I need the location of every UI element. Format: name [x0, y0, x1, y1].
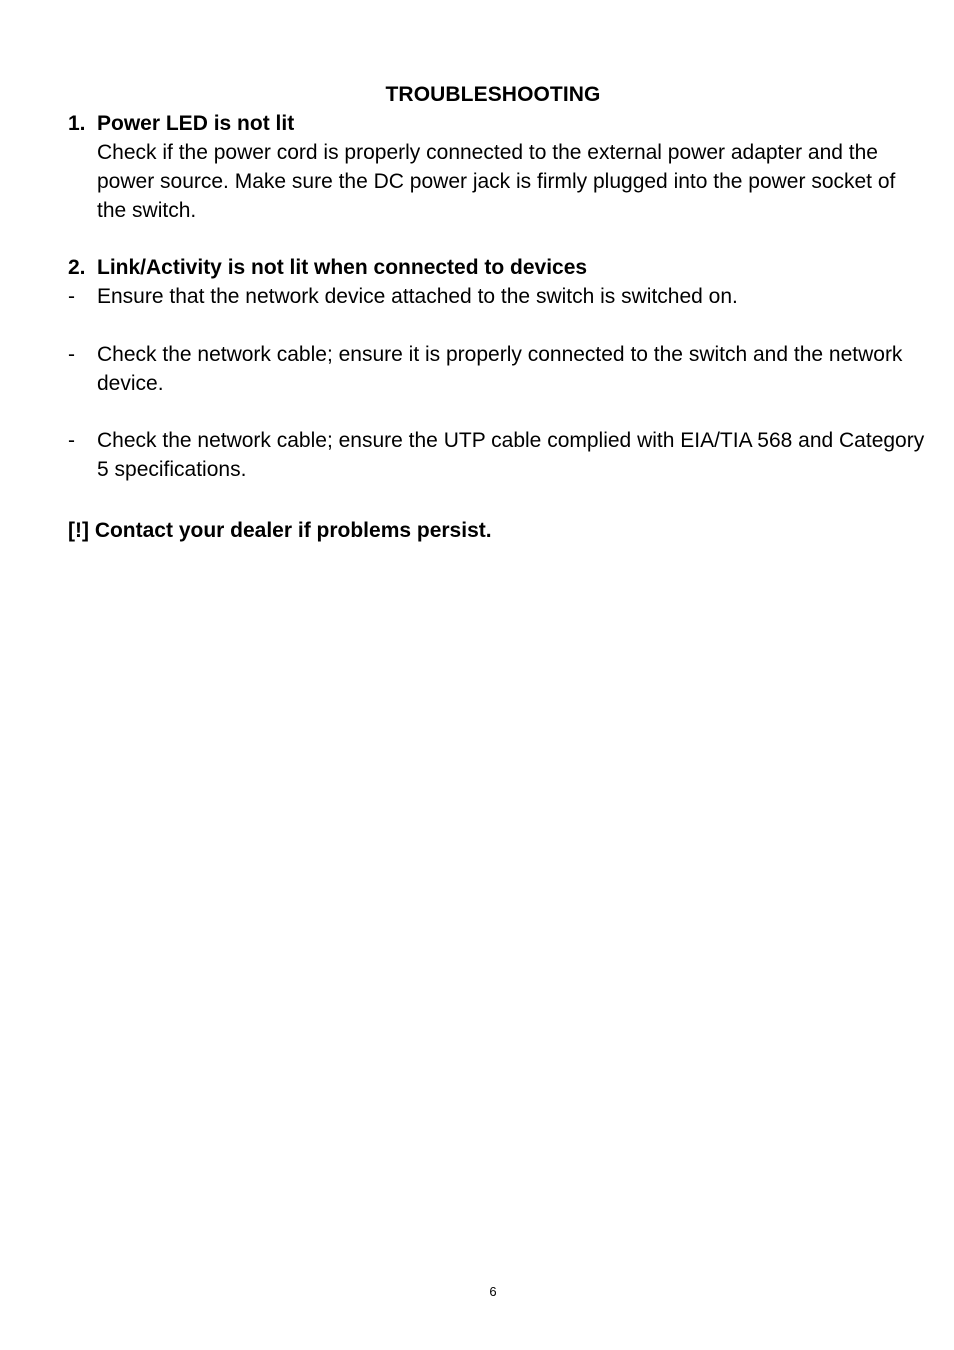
- section-link-activity: [68, 253, 928, 282]
- section-body: Check if the power cord is properly connected to the external power adapter and the power source. Make sure the DC power jack is firmly plugged into the power socket of the switch.: [97, 141, 896, 222]
- section-heading: Link/Activity is not lit when connected to devices: [97, 256, 588, 279]
- section-heading: Power LED is not lit: [97, 112, 295, 135]
- list-item: [68, 426, 928, 484]
- section-heading-row: [68, 253, 928, 282]
- bullet-text: Check the network cable; ensure it is properly connected to the switch and the network device.: [97, 343, 903, 395]
- bullet-text: Ensure that the network device attached to the switch is switched on.: [97, 285, 738, 308]
- section-power-led: [68, 109, 928, 225]
- page-number: 6: [489, 1284, 497, 1299]
- bullet-marker: -: [68, 285, 75, 308]
- bullet-marker: -: [68, 429, 75, 452]
- page-title: TROUBLESHOOTING: [385, 83, 601, 106]
- list-item: [68, 340, 928, 398]
- section-number: 2.: [68, 256, 86, 279]
- section-heading-row: [68, 109, 928, 138]
- bullet-text: Check the network cable; ensure the UTP cable complied with EIA/TIA 568 and Category 5 specifications.: [97, 429, 925, 481]
- contact-dealer-note: [!] Contact your dealer if problems persist.: [68, 519, 492, 542]
- section-number: 1.: [68, 112, 86, 135]
- list-item: [68, 282, 928, 311]
- bullet-marker: -: [68, 343, 75, 366]
